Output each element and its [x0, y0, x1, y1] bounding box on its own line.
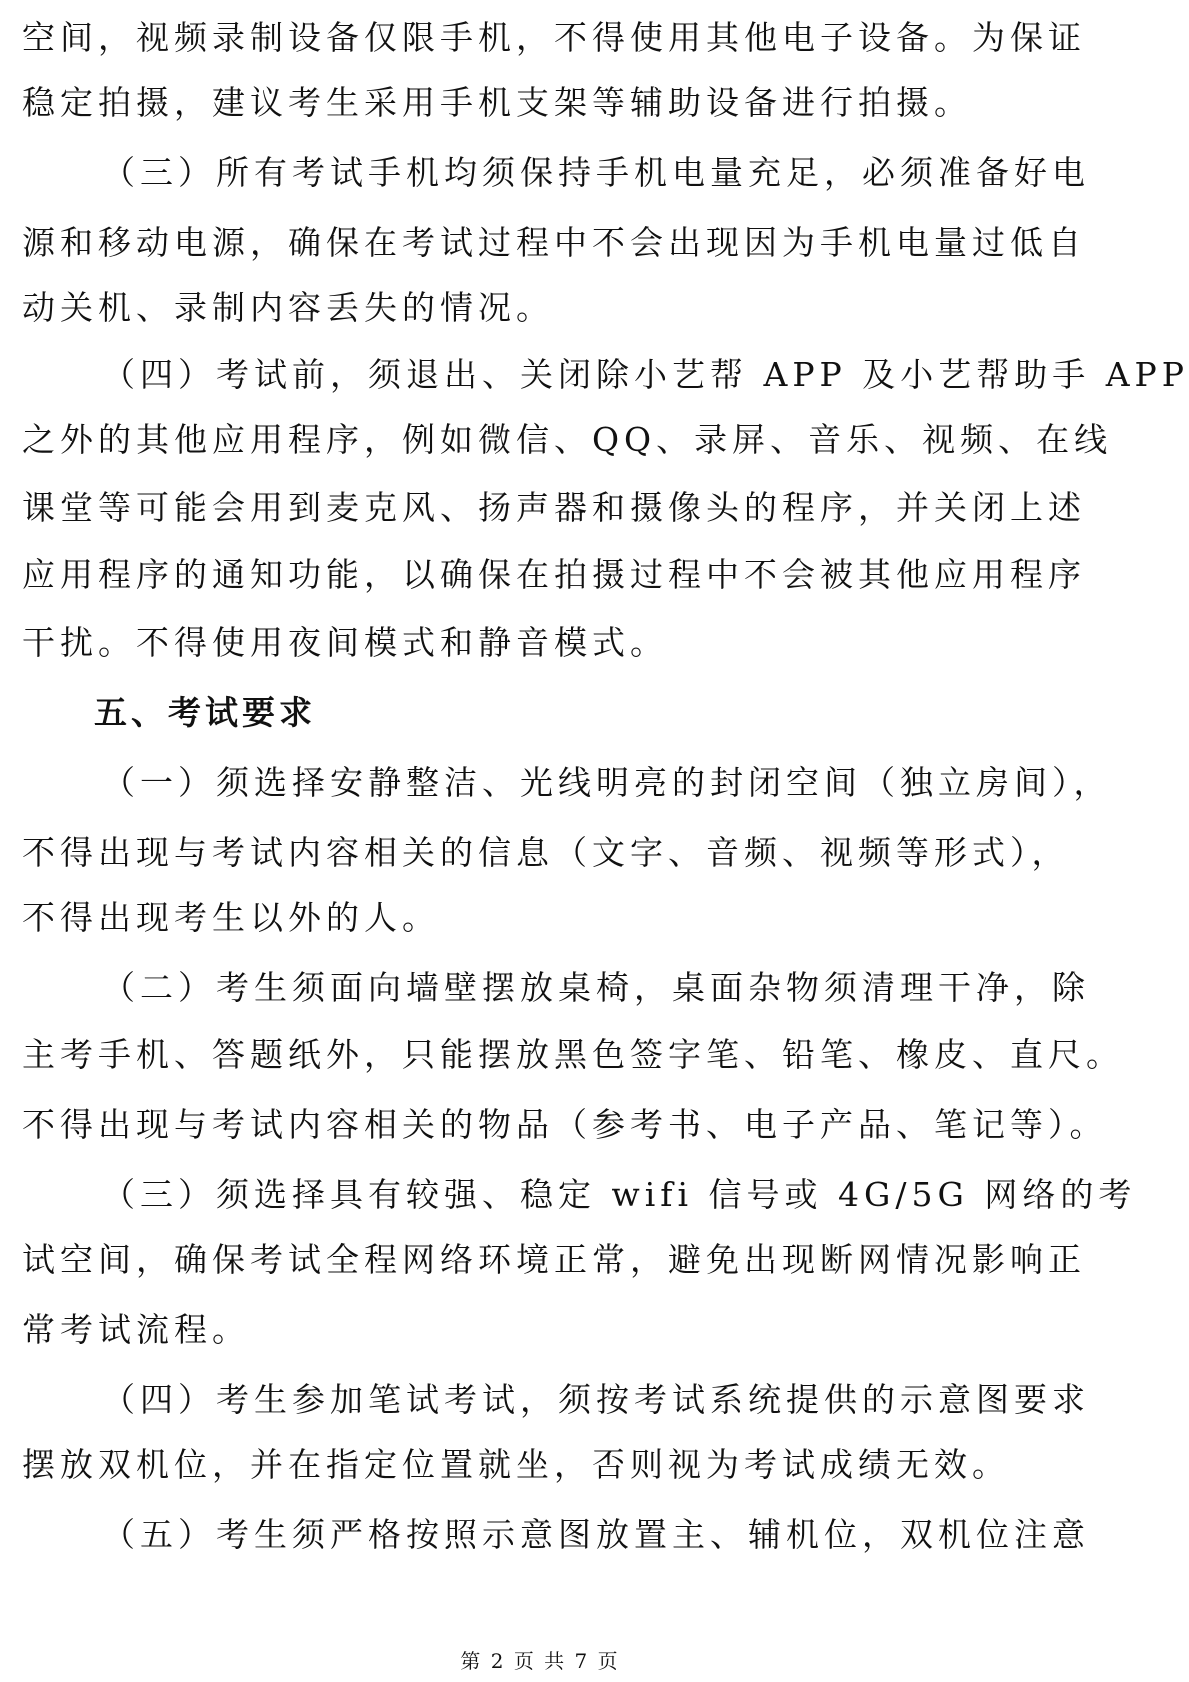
paragraph-line: （四）考生参加笔试考试，须按考试系统提供的示意图要求 [102, 1380, 1090, 1419]
paragraph-line: 动关机、录制内容丢失的情况。 [22, 288, 554, 327]
paragraph-line: 应用程序的通知功能，以确保在拍摄过程中不会被其他应用程序 [22, 555, 1086, 594]
paragraph-line: （五）考生须严格按照示意图放置主、辅机位，双机位注意 [102, 1515, 1090, 1554]
page-number-footer: 第 2 页 共 7 页 [460, 1649, 620, 1673]
paragraph-line: 稳定拍摄，建议考生采用手机支架等辅助设备进行拍摄。 [22, 83, 972, 122]
paragraph-line: 不得出现与考试内容相关的信息（文字、音频、视频等形式）， [22, 833, 1070, 872]
paragraph-line: （一）须选择安静整洁、光线明亮的封闭空间（独立房间）， [102, 763, 1112, 802]
paragraph-line: 课堂等可能会用到麦克风、扬声器和摄像头的程序，并关闭上述 [22, 488, 1086, 527]
paragraph-line: 干扰。不得使用夜间模式和静音模式。 [22, 623, 668, 662]
paragraph-line: 源和移动电源，确保在考试过程中不会出现因为手机电量过低自 [22, 223, 1086, 262]
paragraph-line: 摆放双机位，并在指定位置就坐，否则视为考试成绩无效。 [22, 1445, 1010, 1484]
section-heading: 五、考试要求 [94, 693, 316, 732]
paragraph-line: （四）考试前，须退出、关闭除小艺帮 APP 及小艺帮助手 APP [102, 355, 1189, 394]
paragraph-line: 试空间，确保考试全程网络环境正常，避免出现断网情况影响正 [22, 1240, 1086, 1279]
paragraph-line: 不得出现与考试内容相关的物品（参考书、电子产品、笔记等）。 [22, 1105, 1108, 1144]
paragraph-line: 之外的其他应用程序，例如微信、QQ、录屏、音乐、视频、在线 [22, 420, 1113, 459]
paragraph-line: 不得出现考生以外的人。 [22, 898, 440, 937]
paragraph-line: 空间，视频录制设备仅限手机，不得使用其他电子设备。为保证 [22, 18, 1086, 57]
paragraph-line: 常考试流程。 [22, 1310, 250, 1349]
paragraph-line: （三）须选择具有较强、稳定 wifi 信号或 4G/5G 网络的考 [102, 1175, 1137, 1214]
paragraph-line: （二）考生须面向墙壁摆放桌椅，桌面杂物须清理干净，除 [102, 968, 1090, 1007]
paragraph-line: 主考手机、答题纸外，只能摆放黑色签字笔、铅笔、橡皮、直尺。 [22, 1035, 1124, 1074]
paragraph-line: （三）所有考试手机均须保持手机电量充足，必须准备好电 [102, 153, 1090, 192]
